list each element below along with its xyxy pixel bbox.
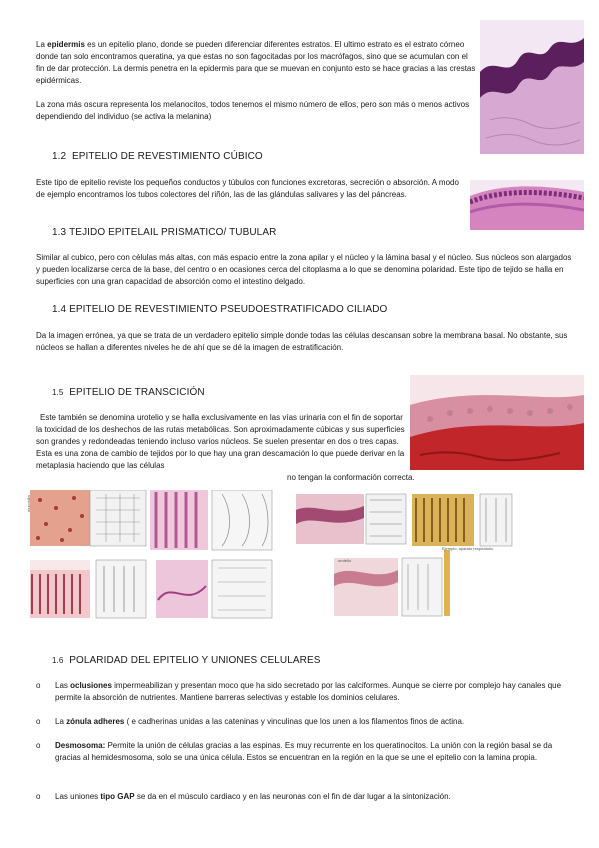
section-1-4-text: Da la imagen errónea, ya que se trata de un verdadero epitelio simple donde todas las células descansan sobre la membrana basal. No obstante, sus núcleos se hallan a diferentes niveles he de ahí que se dé la imagen de estratificación.: [36, 331, 568, 352]
section-heading-1-3: 1.3 TEJIDO EPITELAIL PRISMATICO/ TUBULAR: [52, 227, 277, 238]
epidermis-histology-image: [480, 20, 584, 154]
epithelium-figure-left: [26, 490, 276, 620]
figure-caption-right-top: Ejemplo: aparato respiratorio: [442, 546, 494, 551]
bullet-marker: o: [36, 792, 41, 801]
intro-paragraph-2: La zona más oscura representa los melanocitos, todos tenemos el mismo número de ellos, pero son más o menos activos dependiendo del individuo (se activa la melanina): [36, 100, 470, 121]
cubic-epithelium-image: [470, 180, 584, 230]
section-1-3-text: Similar al cubico, pero con células más altas, con más espacio entre la zona apilar y el núcleo y la lámina basal y el núcleo. Sus núcleos son alargados y pueden localizarse cerca de la base, del centro o en ocasiones cerca del citoplasma a lo que se denomina polaridad. Este tipo de tejido se halla en superficies con una gran capacidad de absorción como el intestino delgado.: [36, 253, 572, 286]
list-item: o La zónula adheres ( e cadherinas unidas a las cateninas y vinculinas que los unen a los filamentos finos de actina.: [36, 717, 465, 726]
section-heading-1-2: 1.2 EPITELIO DE REVESTIMIENTO CÚBICO: [52, 151, 263, 162]
intro-paragraph-1: La epidermis es un epitelio plano, donde se pueden diferenciar diferentes estratos. El ultimo estrato es el estrato córneo donde tan solo encontramos queratina, ya que estas no son fagocitadas por los macrófagos, sino que se acumulan con el fin de dar protección. La dermis penetra en la epidermis para que se muevan en conjunto esto se hace gracias a las crestas epidérmicas.: [36, 40, 476, 85]
list-item: o Las uniones tipo GAP se da en el músculo cardiaco y en las neuronas con el fin de dar lugar a la sintonización.: [36, 792, 451, 801]
section-1-5-text-end: no tengan la conformación correcta.: [287, 473, 415, 482]
section-heading-1-4: 1.4 EPITELIO DE REVESTIMIENTO PSEUDOESTRATIFICADO CILIADO: [52, 304, 388, 315]
section-heading-1-5: 1.5 EPITELIO DE TRANSCICIÓN: [52, 387, 205, 398]
urothelium-image: [410, 375, 584, 470]
figure-caption-right-bottom: urotelio: [338, 558, 352, 563]
list-item: o Las oclusiones impermeabilizan y presentan moco que ha sido secretado por las calciformes. Aunque se cierre por complejo hay canales que permite la absorción de nutrientes. Mantiene barreras selectivas y estable los dominios celulares.: [36, 681, 562, 702]
bullet-marker: o: [36, 717, 41, 726]
epidermis-term: epidermis: [47, 40, 85, 49]
epithelium-figure-right: [294, 490, 514, 620]
bullet-marker: o: [36, 741, 41, 750]
section-heading-1-6: 1.6 POLARIDAD DEL EPITELIO Y UNIONES CELULARES: [52, 655, 321, 666]
section-1-2-text: Este tipo de epitelio reviste los pequeños conductos y túbulos con funciones excretoras, secreción o absorción. A modo de ejemplo encontramos los tubos colectores del riñón, las de las glándulas salivares y las del páncreas.: [36, 178, 459, 199]
section-1-5-text: Este también se denomina urotelio y se halla exclusivamente en las vías urinaria con el fin de soportar la toxicidad de los deshechos de las rutas metabólicas. Son aproximadamente cúbicas y sus superficies son grandes y redondeadas teniendo incluso varios núcleos. Se suelen presentar en dos o tres capas. Esta es una zona de cambio de tejidos por lo que hay una gran descamación lo que puede derivar en la metaplasia haciendo que las células: [36, 413, 405, 470]
bullet-marker: o: [36, 681, 41, 690]
figure-caption-left: mucosilla: [26, 495, 31, 512]
list-item: o Desmosoma: Permite la unión de células gracias a las espinas. Es muy recurrente en los queratinocitos. La unión con la región basal se da gracias al hemidesmosoma, solo se una única célula. Estos se encuentran en la región en la que se une el epitelio con la lamina propia.: [36, 741, 553, 762]
